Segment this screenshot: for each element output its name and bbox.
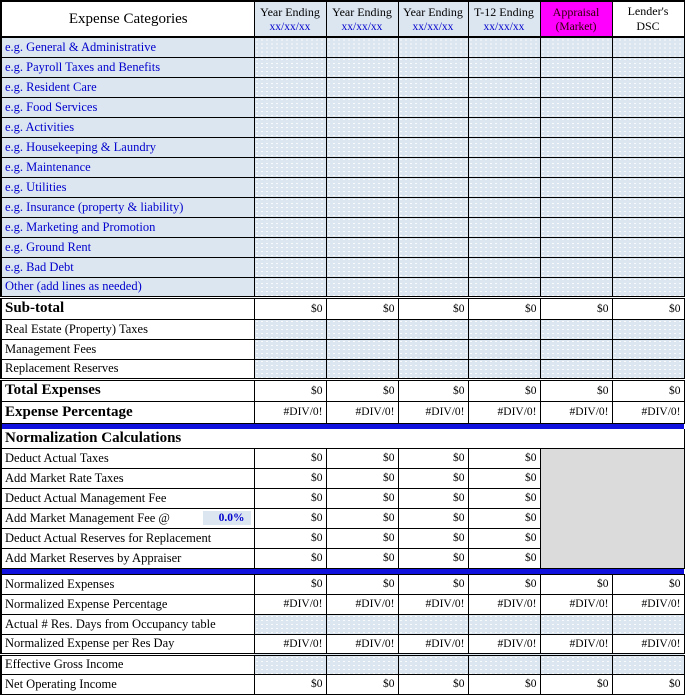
- input-cell[interactable]: [540, 359, 612, 379]
- input-cell[interactable]: [326, 117, 398, 137]
- value-cell: $0: [468, 488, 540, 508]
- table-row: [1, 594, 684, 614]
- input-cell[interactable]: [398, 237, 468, 257]
- input-cell[interactable]: [612, 137, 684, 157]
- row-label: e.g. Food Services: [1, 97, 254, 117]
- value-cell: $0: [254, 548, 326, 568]
- input-cell[interactable]: [540, 97, 612, 117]
- row-label: Add Market Rate Taxes: [1, 468, 254, 488]
- value-cell: #DIV/0!: [254, 634, 326, 654]
- value-cell: #DIV/0!: [468, 594, 540, 614]
- input-cell[interactable]: [468, 217, 540, 237]
- value-cell: $0: [468, 379, 540, 401]
- value-cell: $0: [254, 574, 326, 594]
- input-cell[interactable]: [540, 257, 612, 277]
- value-cell: #DIV/0!: [398, 594, 468, 614]
- table-row: [1, 614, 684, 634]
- table-row: [1, 37, 684, 57]
- value-cell: $0: [468, 448, 540, 468]
- input-cell[interactable]: [540, 277, 612, 297]
- value-cell: $0: [398, 488, 468, 508]
- row-label: Actual # Res. Days from Occupancy table: [1, 614, 254, 634]
- value-cell: $0: [398, 448, 468, 468]
- row-label: Net Operating Income: [1, 674, 254, 694]
- value-cell: $0: [326, 674, 398, 694]
- input-cell[interactable]: [254, 197, 326, 217]
- input-cell[interactable]: [398, 197, 468, 217]
- row-label: Real Estate (Property) Taxes: [1, 319, 254, 339]
- table-row: [1, 257, 684, 277]
- table-row: [1, 634, 684, 654]
- input-cell[interactable]: [612, 197, 684, 217]
- row-label: e.g. Maintenance: [1, 157, 254, 177]
- value-cell: $0: [540, 297, 612, 319]
- input-cell[interactable]: [254, 57, 326, 77]
- value-cell: $0: [254, 297, 326, 319]
- value-cell: $0: [468, 468, 540, 488]
- input-cell[interactable]: [612, 257, 684, 277]
- input-cell[interactable]: [468, 37, 540, 57]
- input-cell[interactable]: [254, 137, 326, 157]
- col-header-line1: Year Ending: [403, 4, 463, 19]
- row-label: e.g. Activities: [1, 117, 254, 137]
- value-cell: $0: [326, 528, 398, 548]
- input-cell[interactable]: [326, 614, 398, 634]
- table-row: [1, 319, 684, 339]
- value-cell: $0: [398, 548, 468, 568]
- input-cell[interactable]: [254, 97, 326, 117]
- row-label: Other (add lines as needed): [1, 277, 254, 297]
- value-cell: $0: [468, 548, 540, 568]
- input-cell[interactable]: [540, 237, 612, 257]
- value-cell: $0: [254, 528, 326, 548]
- input-cell[interactable]: [612, 359, 684, 379]
- row-label: Deduct Actual Management Fee: [1, 488, 254, 508]
- input-cell[interactable]: [326, 177, 398, 197]
- input-cell[interactable]: [254, 277, 326, 297]
- input-cell[interactable]: [612, 77, 684, 97]
- input-cell[interactable]: [468, 319, 540, 339]
- input-cell[interactable]: [540, 654, 612, 674]
- col-header-line1: Appraisal: [552, 4, 600, 19]
- value-cell: $0: [612, 379, 684, 401]
- table-row: [1, 448, 684, 468]
- value-cell: $0: [254, 508, 326, 528]
- row-label: Normalized Expense per Res Day: [1, 634, 254, 654]
- input-cell[interactable]: [398, 359, 468, 379]
- input-cell[interactable]: [326, 157, 398, 177]
- input-cell[interactable]: [254, 257, 326, 277]
- value-cell: #DIV/0!: [326, 634, 398, 654]
- input-cell[interactable]: [612, 37, 684, 57]
- input-cell[interactable]: [468, 57, 540, 77]
- input-cell[interactable]: [468, 359, 540, 379]
- value-cell: $0: [468, 297, 540, 319]
- input-cell[interactable]: [468, 197, 540, 217]
- input-cell[interactable]: [612, 319, 684, 339]
- input-cell[interactable]: [326, 654, 398, 674]
- input-cell[interactable]: [612, 57, 684, 77]
- table-row: [1, 379, 684, 401]
- row-label-text: Add Market Management Fee @: [5, 510, 170, 525]
- input-cell[interactable]: [326, 77, 398, 97]
- input-cell[interactable]: [326, 37, 398, 57]
- value-cell: #DIV/0!: [254, 594, 326, 614]
- value-cell: $0: [254, 468, 326, 488]
- col-header-date[interactable]: xx/xx/xx: [269, 20, 311, 33]
- input-cell[interactable]: [540, 319, 612, 339]
- input-cell[interactable]: [468, 237, 540, 257]
- input-cell[interactable]: [326, 277, 398, 297]
- input-cell[interactable]: [612, 277, 684, 297]
- input-cell[interactable]: [398, 37, 468, 57]
- value-cell: #DIV/0!: [540, 594, 612, 614]
- input-cell[interactable]: [468, 257, 540, 277]
- input-cell[interactable]: [326, 257, 398, 277]
- input-cell[interactable]: [326, 237, 398, 257]
- input-cell[interactable]: [540, 197, 612, 217]
- value-cell: $0: [254, 379, 326, 401]
- row-label: Effective Gross Income: [1, 654, 254, 674]
- input-cell[interactable]: [326, 197, 398, 217]
- input-cell[interactable]: [254, 217, 326, 237]
- header-row: [1, 1, 684, 37]
- row-label: Normalized Expenses: [1, 574, 254, 594]
- value-cell: $0: [398, 379, 468, 401]
- input-cell[interactable]: [468, 614, 540, 634]
- input-cell[interactable]: [540, 177, 612, 197]
- table-row: [1, 177, 684, 197]
- input-cell[interactable]: [612, 237, 684, 257]
- row-label: e.g. General & Administrative: [1, 37, 254, 57]
- col-header-line1: Year Ending: [332, 4, 392, 19]
- table-row: [1, 197, 684, 217]
- input-cell[interactable]: [468, 277, 540, 297]
- table-row: [1, 137, 684, 157]
- input-cell[interactable]: [540, 77, 612, 97]
- input-cell[interactable]: [398, 97, 468, 117]
- input-cell[interactable]: [612, 177, 684, 197]
- value-cell: #DIV/0!: [540, 634, 612, 654]
- table-row: [1, 359, 684, 379]
- row-label: e.g. Housekeeping & Laundry: [1, 137, 254, 157]
- input-cell[interactable]: [468, 97, 540, 117]
- value-cell: $0: [612, 574, 684, 594]
- input-cell[interactable]: [468, 77, 540, 97]
- row-label: Replacement Reserves: [1, 359, 254, 379]
- input-cell[interactable]: [326, 359, 398, 379]
- value-cell: $0: [326, 297, 398, 319]
- value-cell: $0: [398, 508, 468, 528]
- col-header-year-ending-3: [398, 1, 468, 37]
- input-cell[interactable]: [398, 319, 468, 339]
- input-cell[interactable]: [468, 339, 540, 359]
- value-cell: #DIV/0!: [468, 401, 540, 423]
- row-label: e.g. Utilities: [1, 177, 254, 197]
- input-cell[interactable]: [398, 177, 468, 197]
- row-label: [1, 508, 254, 528]
- col-header-appraisal-market: [540, 1, 612, 37]
- input-cell[interactable]: [326, 57, 398, 77]
- col-header-line1: Lender's: [627, 4, 669, 18]
- row-label: Expense Percentage: [1, 401, 254, 423]
- input-cell[interactable]: [540, 157, 612, 177]
- input-cell[interactable]: [326, 97, 398, 117]
- value-cell: $0: [326, 548, 398, 568]
- input-cell[interactable]: [326, 339, 398, 359]
- input-cell[interactable]: [398, 157, 468, 177]
- value-cell: $0: [254, 488, 326, 508]
- value-cell: $0: [326, 468, 398, 488]
- input-cell[interactable]: [468, 157, 540, 177]
- row-label: e.g. Insurance (property & liability): [1, 197, 254, 217]
- value-cell: $0: [326, 379, 398, 401]
- input-cell[interactable]: [612, 157, 684, 177]
- value-cell: $0: [254, 448, 326, 468]
- input-cell[interactable]: [398, 277, 468, 297]
- row-label: Add Market Reserves by Appraiser: [1, 548, 254, 568]
- value-cell: $0: [612, 674, 684, 694]
- value-cell: $0: [326, 448, 398, 468]
- input-cell[interactable]: [254, 614, 326, 634]
- value-cell: #DIV/0!: [612, 594, 684, 614]
- value-cell: $0: [398, 297, 468, 319]
- value-cell: #DIV/0!: [326, 594, 398, 614]
- col-header-line2: DSC: [636, 19, 660, 33]
- input-cell[interactable]: [254, 237, 326, 257]
- value-cell: $0: [398, 468, 468, 488]
- col-header-line1: T-12 Ending: [474, 4, 534, 19]
- col-header-year-ending-2: [326, 1, 398, 37]
- row-label: e.g. Payroll Taxes and Benefits: [1, 57, 254, 77]
- input-cell[interactable]: [254, 157, 326, 177]
- input-cell[interactable]: [254, 77, 326, 97]
- table-row: [1, 401, 684, 423]
- col-header-date[interactable]: xx/xx/xx: [483, 20, 525, 33]
- input-cell[interactable]: [254, 37, 326, 57]
- row-label: Total Expenses: [1, 379, 254, 401]
- table-row: [1, 574, 684, 594]
- input-cell[interactable]: [326, 319, 398, 339]
- value-cell: #DIV/0!: [540, 401, 612, 423]
- input-cell[interactable]: [540, 339, 612, 359]
- table-row: [1, 674, 684, 694]
- col-header-line2: (Market): [555, 20, 597, 33]
- row-label: e.g. Ground Rent: [1, 237, 254, 257]
- col-header-date[interactable]: xx/xx/xx: [341, 20, 383, 33]
- input-cell[interactable]: [254, 654, 326, 674]
- row-label: Deduct Actual Taxes: [1, 448, 254, 468]
- table-row: [1, 57, 684, 77]
- value-cell: $0: [612, 297, 684, 319]
- input-cell[interactable]: [540, 614, 612, 634]
- input-cell[interactable]: [254, 177, 326, 197]
- input-cell[interactable]: [398, 654, 468, 674]
- col-header-lenders-dsc: [612, 1, 684, 37]
- table-row: [1, 157, 684, 177]
- row-label: Deduct Actual Reserves for Replacement: [1, 528, 254, 548]
- management-fee-rate-input[interactable]: 0.0%: [203, 511, 251, 525]
- input-cell[interactable]: [254, 117, 326, 137]
- input-cell[interactable]: [398, 257, 468, 277]
- input-cell[interactable]: [398, 117, 468, 137]
- value-cell: #DIV/0!: [398, 401, 468, 423]
- not-applicable-gray-block: [540, 448, 684, 568]
- table-row: [1, 339, 684, 359]
- value-cell: #DIV/0!: [612, 634, 684, 654]
- input-cell[interactable]: [540, 217, 612, 237]
- input-cell[interactable]: [468, 654, 540, 674]
- section-title: Normalization Calculations: [1, 429, 684, 448]
- row-label: e.g. Bad Debt: [1, 257, 254, 277]
- input-cell[interactable]: [612, 117, 684, 137]
- input-cell[interactable]: [254, 339, 326, 359]
- table-row: [1, 429, 684, 448]
- value-cell: $0: [540, 379, 612, 401]
- row-label: Normalized Expense Percentage: [1, 594, 254, 614]
- input-cell[interactable]: [254, 359, 326, 379]
- table-row: [1, 297, 684, 319]
- input-cell[interactable]: [540, 37, 612, 57]
- value-cell: #DIV/0!: [612, 401, 684, 423]
- value-cell: $0: [540, 674, 612, 694]
- col-header-date[interactable]: xx/xx/xx: [412, 20, 454, 33]
- input-cell[interactable]: [398, 614, 468, 634]
- value-cell: $0: [398, 574, 468, 594]
- table-row: [1, 217, 684, 237]
- input-cell[interactable]: [326, 217, 398, 237]
- input-cell[interactable]: [612, 614, 684, 634]
- input-cell[interactable]: [612, 654, 684, 674]
- input-cell[interactable]: [398, 339, 468, 359]
- expense-categories-header: Expense Categories: [1, 1, 254, 37]
- row-label: Sub-total: [1, 297, 254, 319]
- input-cell[interactable]: [540, 137, 612, 157]
- value-cell: $0: [326, 488, 398, 508]
- table-row: [1, 77, 684, 97]
- input-cell[interactable]: [398, 57, 468, 77]
- value-cell: #DIV/0!: [326, 401, 398, 423]
- input-cell[interactable]: [468, 117, 540, 137]
- col-header-year-ending-1: [254, 1, 326, 37]
- value-cell: $0: [540, 574, 612, 594]
- table-row: [1, 237, 684, 257]
- input-cell[interactable]: [612, 339, 684, 359]
- value-cell: $0: [468, 508, 540, 528]
- value-cell: $0: [468, 574, 540, 594]
- value-cell: $0: [398, 674, 468, 694]
- value-cell: $0: [326, 574, 398, 594]
- table-row: [1, 117, 684, 137]
- input-cell[interactable]: [326, 137, 398, 157]
- value-cell: #DIV/0!: [254, 401, 326, 423]
- table-row: [1, 97, 684, 117]
- input-cell[interactable]: [540, 117, 612, 137]
- row-label: e.g. Resident Care: [1, 77, 254, 97]
- input-cell[interactable]: [468, 177, 540, 197]
- value-cell: $0: [398, 528, 468, 548]
- value-cell: $0: [326, 508, 398, 528]
- col-header-line1: Year Ending: [260, 4, 320, 19]
- value-cell: $0: [468, 674, 540, 694]
- input-cell[interactable]: [398, 217, 468, 237]
- value-cell: $0: [468, 528, 540, 548]
- table-row: [1, 654, 684, 674]
- col-header-t12-ending: [468, 1, 540, 37]
- row-label: Management Fees: [1, 339, 254, 359]
- input-cell[interactable]: [540, 57, 612, 77]
- input-cell[interactable]: [254, 319, 326, 339]
- input-cell[interactable]: [612, 217, 684, 237]
- value-cell: $0: [254, 674, 326, 694]
- input-cell[interactable]: [398, 77, 468, 97]
- input-cell[interactable]: [612, 97, 684, 117]
- row-label: e.g. Marketing and Promotion: [1, 217, 254, 237]
- table-row: [1, 277, 684, 297]
- input-cell[interactable]: [398, 137, 468, 157]
- value-cell: #DIV/0!: [398, 634, 468, 654]
- input-cell[interactable]: [468, 137, 540, 157]
- value-cell: #DIV/0!: [468, 634, 540, 654]
